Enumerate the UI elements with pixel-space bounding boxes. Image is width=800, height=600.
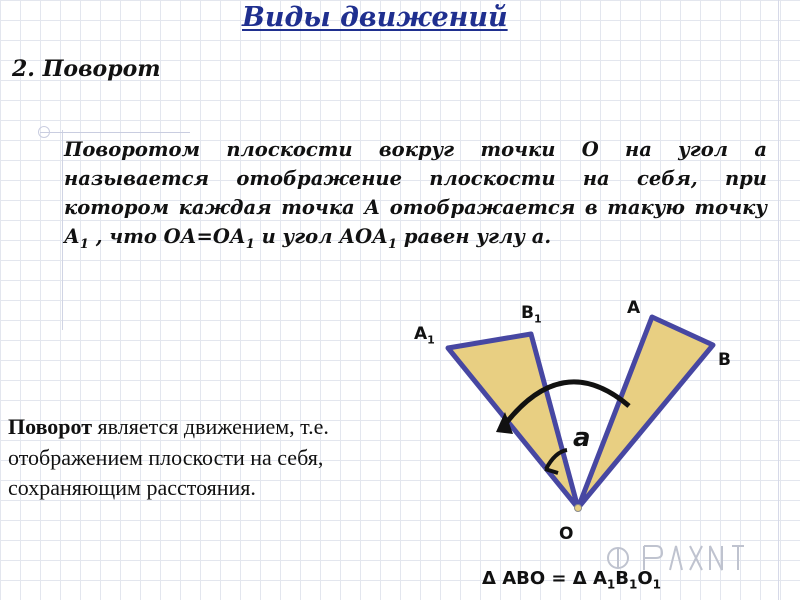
label-b: B — [718, 350, 731, 370]
point-o — [575, 505, 582, 512]
note-rest: является движением, т.е. отображением плоскости на себя, сохраняющим расстояния. — [8, 414, 329, 500]
slide-title: Виды движений — [242, 2, 508, 33]
definition-sub2: 1 — [245, 236, 255, 252]
definition-part1: Поворотом плоскости вокруг точки О на угол а называется отображение плоскости на себя, при котором каждая точка А отображается в такую точку А — [64, 138, 767, 248]
triangle-a1-b1-o — [448, 334, 578, 508]
definition-part2: , что ОА=ОА — [88, 225, 246, 248]
section-heading: 2. Поворот — [12, 56, 161, 82]
definition-sub1: 1 — [79, 236, 89, 252]
label-o: O — [559, 524, 574, 544]
definition-part4: равен углу а. — [397, 225, 552, 248]
label-a1: $A_1$ — [414, 324, 435, 347]
note-bold: Поворот — [8, 414, 93, 439]
definition-sub3: 1 — [388, 236, 398, 252]
label-b1: $B_1$ — [521, 303, 542, 326]
triangle-a-b-o — [578, 317, 713, 508]
definition-part3: и угол АОА — [254, 225, 389, 248]
angle-label: a — [573, 423, 591, 453]
triangle-equality-formula: Δ ABO = Δ $A_1B_1O_1$ — [482, 568, 662, 592]
label-a: A — [627, 298, 641, 318]
